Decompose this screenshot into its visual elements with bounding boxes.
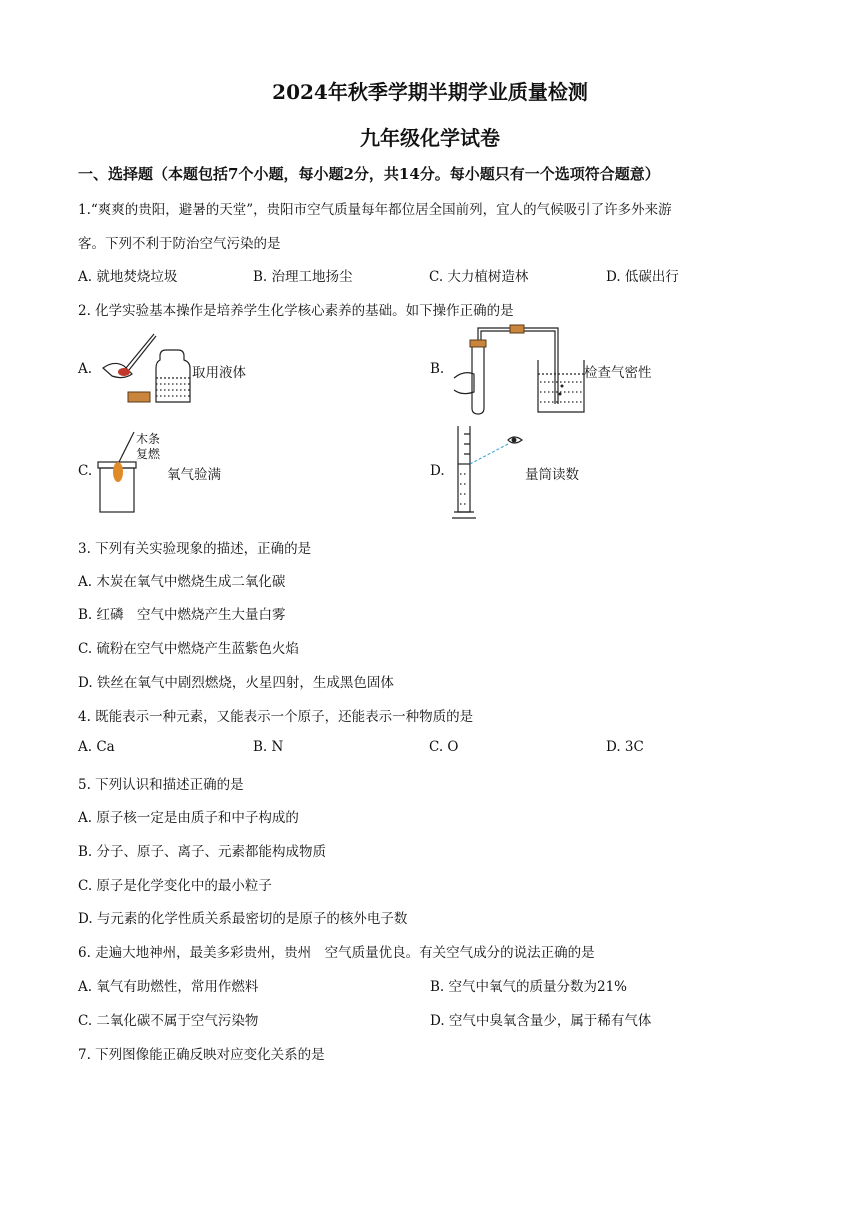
question-1-stem-line1: 1.“爽爽的贵阳，避暑的天堂”，贵阳市空气质量每年都位居全国前列，宜人的气候吸引了许多外来游 xyxy=(78,202,672,218)
question-3-option-b: B. 红磷 空气中燃烧产生大量白雾 xyxy=(78,607,286,623)
question-5-option-c: C. 原子是化学变化中的最小粒子 xyxy=(78,878,272,894)
question-1-stem-line2: 客。下列不利于防治空气污染的是 xyxy=(78,236,281,252)
question-6-option-d: D. 空气中臭氧含量少，属于稀有气体 xyxy=(430,1013,652,1029)
question-2-option-d-letter: D. xyxy=(430,463,445,479)
page-subtitle: 九年级化学试卷 xyxy=(360,126,500,150)
graduated-cylinder-figure xyxy=(448,424,528,520)
question-1-option-b: B. 治理工地扬尘 xyxy=(253,269,353,285)
dropper-bottle-figure xyxy=(98,328,198,408)
question-7-stem: 7. 下列图像能正确反映对应变化关系的是 xyxy=(78,1047,325,1063)
question-3-option-d: D. 铁丝在氧气中剧烈燃烧，火星四射，生成黑色固体 xyxy=(78,675,394,691)
question-4-option-a: A. Ca xyxy=(78,739,115,755)
question-1-option-d: D. 低碳出行 xyxy=(606,269,679,285)
question-6-option-b: B. 空气中氧气的质量分数为21% xyxy=(430,979,628,995)
question-4-option-b: B. N xyxy=(253,739,284,755)
question-6-option-a: A. 氧气有助燃性，常用作燃料 xyxy=(78,979,259,995)
question-5-option-d: D. 与元素的化学性质关系最密切的是原子的核外电子数 xyxy=(78,911,408,927)
question-2-option-a-label: 取用液体 xyxy=(192,365,246,381)
airtightness-apparatus-figure xyxy=(450,322,586,416)
oxygen-test-figure xyxy=(96,428,140,514)
question-2-option-d-label: 量筒读数 xyxy=(525,467,579,483)
question-2-option-b-letter: B. xyxy=(430,361,445,377)
question-1-option-a: A. 就地焚烧垃圾 xyxy=(78,269,178,285)
question-5-stem: 5. 下列认识和描述正确的是 xyxy=(78,777,244,793)
question-2-option-a-letter: A. xyxy=(78,361,93,377)
question-6-option-c: C. 二氧化碳不属于空气污染物 xyxy=(78,1013,259,1029)
figure-text-wood-strip: 木条 xyxy=(136,432,161,446)
question-2-option-c-letter: C. xyxy=(78,463,93,479)
question-4-option-c: C. O xyxy=(429,739,459,755)
question-3-option-a: A. 木炭在氧气中燃烧生成二氧化碳 xyxy=(78,574,286,590)
question-2-option-c-label: 氧气验满 xyxy=(167,467,221,483)
figure-text-reignite: 复燃 xyxy=(136,447,161,461)
question-3-option-c: C. 硫粉在空气中燃烧产生蓝紫色火焰 xyxy=(78,641,299,657)
question-2-stem: 2. 化学实验基本操作是培养学生化学核心素养的基础。如下操作正确的是 xyxy=(78,303,514,319)
question-3-stem: 3. 下列有关实验现象的描述，正确的是 xyxy=(78,541,312,557)
section-heading: 一、选择题（本题包括7个小题，每小题2分，共14分。每小题只有一个选项符合题意） xyxy=(78,165,660,183)
question-4-option-d: D. 3C xyxy=(606,739,644,755)
question-4-stem: 4. 既能表示一种元素，又能表示一个原子，还能表示一种物质的是 xyxy=(78,709,474,725)
question-6-stem: 6. 走遍大地神州，最美多彩贵州，贵州 空气质量优良。有关空气成分的说法正确的是 xyxy=(78,945,595,961)
question-5-option-b: B. 分子、原子、离子、元素都能构成物质 xyxy=(78,844,327,860)
question-1-option-c: C. 大力植树造林 xyxy=(429,269,529,285)
question-5-option-a: A. 原子核一定是由质子和中子构成的 xyxy=(78,810,299,826)
question-2-option-b-label: 检查气密性 xyxy=(584,365,652,381)
page-title: 2024年秋季学期半期学业质量检测 xyxy=(272,80,588,104)
